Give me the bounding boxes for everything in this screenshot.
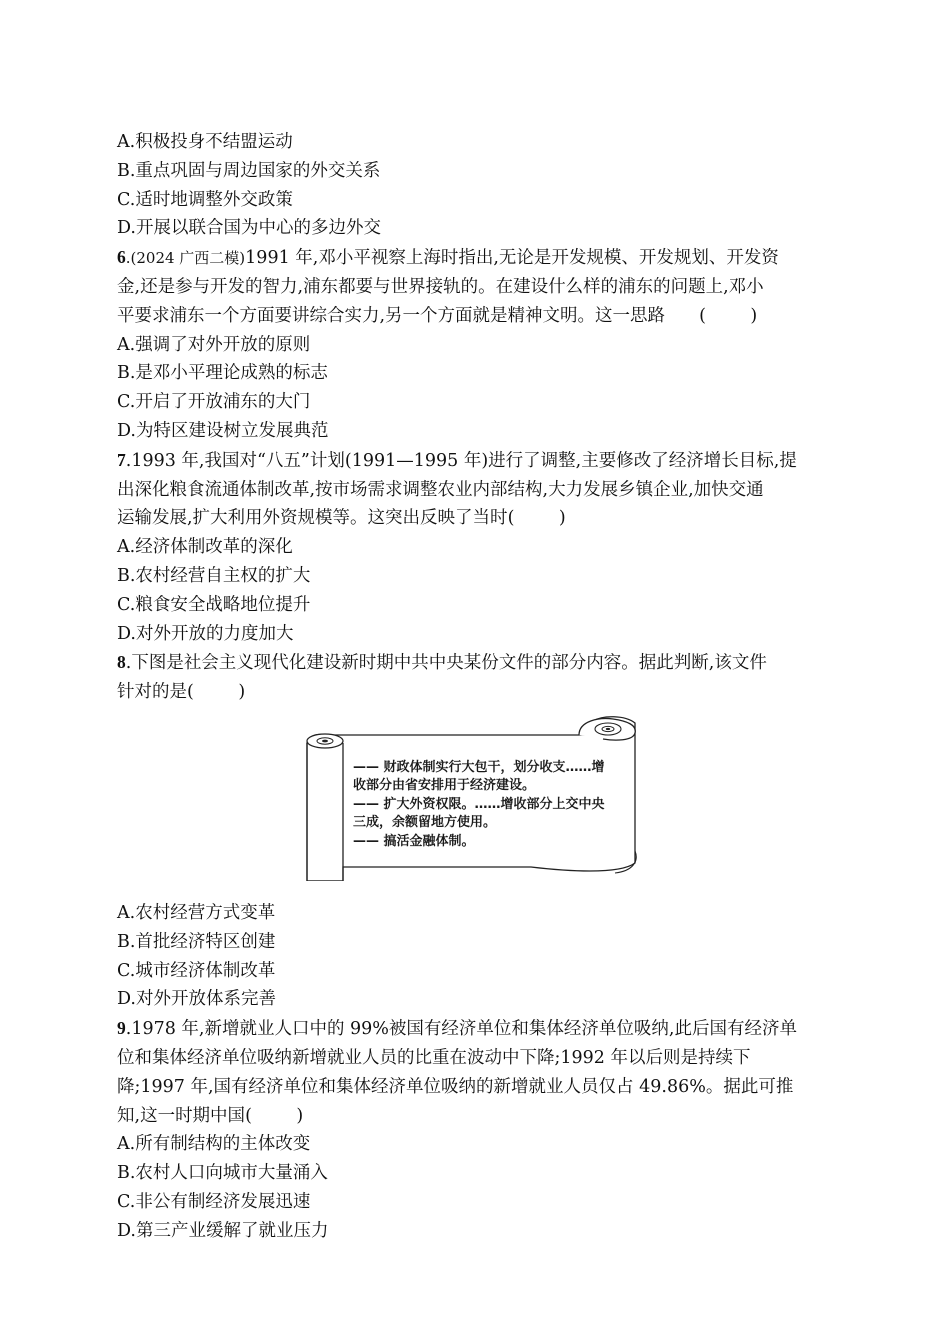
- q6-number: 6: [117, 247, 126, 268]
- scroll-content: [353, 759, 653, 852]
- q7-option-d: D.对外开放的力度加大: [117, 623, 294, 644]
- q6-option-c: C.开启了开放浦东的大门: [117, 392, 311, 413]
- q9-stem-line-3: 降;1997 年,国有经济单位和集体经济单位吸纳的新增就业人员仅占 49.86%。据此可推: [117, 1076, 794, 1097]
- q5-option-a: A.积极投身不结盟运动: [117, 132, 293, 152]
- q9-option-b: B.农村人口向城市大量涌入: [117, 1163, 328, 1184]
- q7-option-b: B.农村经营自主权的扩大: [117, 565, 311, 586]
- q6-option-b: B.是邓小平理论成熟的标志: [117, 363, 328, 384]
- scroll-line: 收部分由省安排用于经济建设。: [353, 778, 536, 794]
- q5-option-b: B.重点巩固与周边国家的外交关系: [117, 160, 381, 181]
- q8-stem-line-1: [117, 648, 837, 678]
- q8-stem-line-2: [117, 678, 837, 707]
- q6-text-3: 平要求浦东一个方面要讲综合实力,另一个方面就是精神文明。这一思路: [117, 305, 666, 326]
- q8-option-d: D.对外开放体系完善: [117, 989, 276, 1010]
- q9-text-1: .1978 年,新增就业人口中的 99%被国有经济单位和集体经济单位吸纳,此后国有经济单: [125, 1019, 797, 1040]
- q8-option-c: C.城市经济体制改革: [117, 960, 276, 981]
- q6-text-1: 1991 年,邓小平视察上海时指出,无论是开发规模、开发规划、开发资: [245, 248, 779, 269]
- q9-stem-line-2: 位和集体经济单位吸纳新增就业人员的比重在波动中下降;1992 年以后则是持续下: [117, 1047, 751, 1068]
- q7-text-3: 运输发展,扩大利用外资规模等。这突出反映了当时: [117, 508, 508, 529]
- q9-option-a: A.所有制结构的主体改变: [117, 1134, 311, 1155]
- q7-stem-line-2: 出深化粮食流通体制改革,按市场需求调整农业内部结构,大力发展乡镇企业,加快交通: [117, 479, 764, 500]
- q8-text-1: .下图是社会主义现代化建设新时期中共中央某份文件的部分内容。据此判断,该文件: [125, 653, 767, 674]
- q6-answer-blank: ( ): [699, 305, 758, 326]
- q9-stem-line-1: [117, 1014, 837, 1044]
- q5-options: [117, 128, 837, 243]
- q9-number: 9: [117, 1018, 126, 1039]
- q7-option-c: C.粮食安全战略地位提升: [117, 594, 311, 615]
- question-7: [117, 446, 837, 649]
- q7-answer-blank: ( ): [507, 508, 566, 529]
- q5-option-c: C.适时地调整外交政策: [117, 189, 293, 210]
- q6-option-a: A.强调了对外开放的原则: [117, 334, 311, 355]
- question-9: [117, 1014, 837, 1245]
- q9-option-d: D.第三产业缓解了就业压力: [117, 1220, 329, 1241]
- q6-stem-line-2: 金,还是参与开发的智力,浦东都要与世界接轨的。在建设什么样的浦东的问题上,邓小: [117, 276, 764, 297]
- q8-text-2: 针对的是: [117, 682, 187, 703]
- question-6: [117, 243, 837, 446]
- q9-option-c: C.非公有制经济发展迅速: [117, 1191, 311, 1212]
- q8-answer-blank: ( ): [187, 682, 246, 703]
- page-content: [117, 128, 837, 1246]
- q7-number: 7: [117, 449, 126, 470]
- q7-stem-line-1: [117, 446, 837, 476]
- q9-text-4: 知,这一时期中国: [117, 1105, 246, 1126]
- q6-option-d: D.为特区建设树立发展典范: [117, 420, 329, 441]
- scroll-line: 三成，余额留地方使用。: [353, 815, 497, 831]
- q8-number: 8: [117, 652, 126, 673]
- q8-option-b: B.首批经济特区创建: [117, 931, 276, 952]
- scroll-line: —— 搞活金融体制。: [353, 833, 475, 849]
- question-8: [117, 648, 837, 1014]
- q7-stem-line-3: [117, 504, 837, 533]
- q8-option-a: A.农村经营方式变革: [117, 902, 276, 923]
- q7-option-a: A.经济体制改革的深化: [117, 537, 293, 558]
- q6-source: .(2024 广西二模): [125, 249, 246, 268]
- q5-option-d: D.开展以联合国为中心的多边外交: [117, 218, 381, 239]
- scroll-line: —— 财政体制实行大包干，划分收支……增: [353, 759, 605, 775]
- q7-text-1: .1993 年,我国对“八五”计划(1991—1995 年)进行了调整,主要修改了经济增长目标,提: [125, 450, 797, 471]
- q6-stem-line-3: [117, 302, 837, 331]
- q9-stem-line-4: [117, 1102, 837, 1131]
- q6-stem-line-1: [117, 243, 837, 273]
- document-scroll-figure: [117, 711, 837, 891]
- q9-answer-blank: ( ): [245, 1105, 304, 1126]
- scroll-line: —— 扩大外资权限。……增收部分上交中央: [353, 796, 605, 812]
